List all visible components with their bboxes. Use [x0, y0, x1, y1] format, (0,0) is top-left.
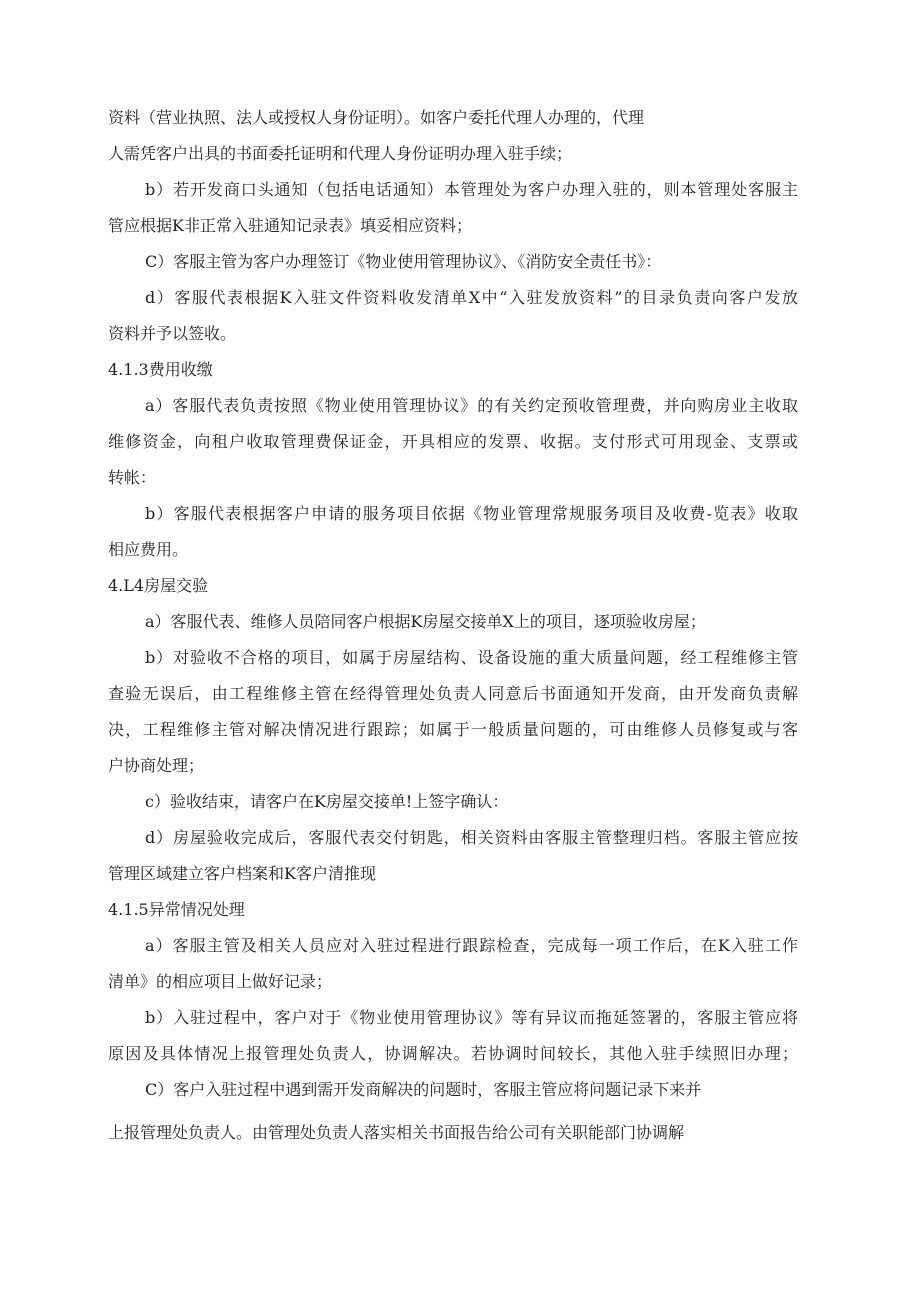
paragraph-line: C）客户入驻过程中遇到需开发商解决的问题时，客服主管应将问题记录下来并 — [145, 1080, 702, 1099]
paragraph-line: 管应根据Κ非正常入驻通知记录表》填妥相应资料； — [108, 216, 472, 235]
paragraph-line: a）客服代表负责按照《物业使用管理协议》的有关约定预收管理费，并向购房业主收取 — [145, 396, 798, 415]
paragraph-line: c）验收结束，请客户在Κ房屋交接单!上签字确认： — [145, 792, 509, 811]
line-gap — [108, 1116, 798, 1123]
paragraph-line: b）客服代表根据客户申请的服务项目依据《物业管理常规服务项目及收费-览表》收取 — [145, 504, 798, 523]
paragraph-line: C）客服主管为客户办理签订《物业使用管理协议》、《消防安全责任书》： — [145, 252, 662, 271]
section-heading-4-1-4: 4.L4房屋交验 — [108, 576, 209, 595]
paragraph-line: 查验无误后，由工程维修主管在经得管理处负责人同意后书面通知开发商，由开发商负责解 — [108, 684, 798, 703]
paragraph-line: 户协商处理； — [108, 756, 205, 775]
paragraph-line: a）客服主管及相关人员应对入驻过程进行跟踪检查，完成每一项工作后，在Κ入驻工作 — [145, 936, 798, 955]
section-heading-4-1-3: 4.1.3费用收缴 — [108, 360, 213, 379]
paragraph-line: b）若开发商口头通知（包括电话通知）本管理处为客户办理入驻的，则本管理处客服主 — [145, 180, 798, 199]
paragraph-line: 原因及具体情况上报管理处负责人，协调解决。若协调时间较长，其他入驻手续照旧办理； — [108, 1044, 798, 1063]
document-body — [108, 108, 798, 1159]
paragraph-line: 清单》的相应项目上做好记录； — [108, 972, 333, 991]
paragraph-line: 相应费用。 — [108, 540, 189, 559]
section-heading-4-1-5: 4.1.5异常情况处理 — [108, 900, 245, 919]
paragraph-line: 上报管理处负责人。由管理处负责人落实相关书面报告给公司有关职能部门协调解 — [108, 1123, 685, 1142]
paragraph-line: 人需凭客户出具的书面委托证明和代理人身份证明办理入驻手续； — [108, 144, 573, 163]
paragraph-line: 资料（营业执照、法人或授权人身份证明）。如客户委托代理人办理的，代理 — [108, 108, 645, 127]
paragraph-line: 管理区域建立客户档案和Κ客户清推现 — [108, 864, 376, 883]
paragraph-line: a）客服代表、维修人员陪同客户根据Κ房屋交接单Χ上的项目，逐项验收房屋； — [145, 612, 706, 631]
paragraph-line: 维修资金，向租户收取管理费保证金，开具相应的发票、收据。支付形式可用现金、支票或 — [108, 432, 798, 451]
paragraph-line: b）对验收不合格的项目，如属于房屋结构、设备设施的重大质量问题，经工程维修主管 — [145, 648, 798, 667]
paragraph-line: b）入驻过程中，客户对于《物业使用管理协议》等有异议而拖延签署的，客服主管应将 — [145, 1008, 798, 1027]
paragraph-line: d）客服代表根据Κ入驻文件资料收发清单Χ中“入驻发放资料”的目录负责向客户发放 — [145, 288, 798, 307]
paragraph-line: 决，工程维修主管对解决情况进行跟踪；如属于一般质量问题的，可由维修人员修复或与客 — [108, 720, 798, 739]
paragraph-line: 转帐： — [108, 468, 157, 487]
paragraph-line: d）房屋验收完成后，客服代表交付钥匙，相关资料由客服主管整理归档。客服主管应按 — [145, 828, 798, 847]
paragraph-line: 资料并予以签收。 — [108, 324, 237, 343]
